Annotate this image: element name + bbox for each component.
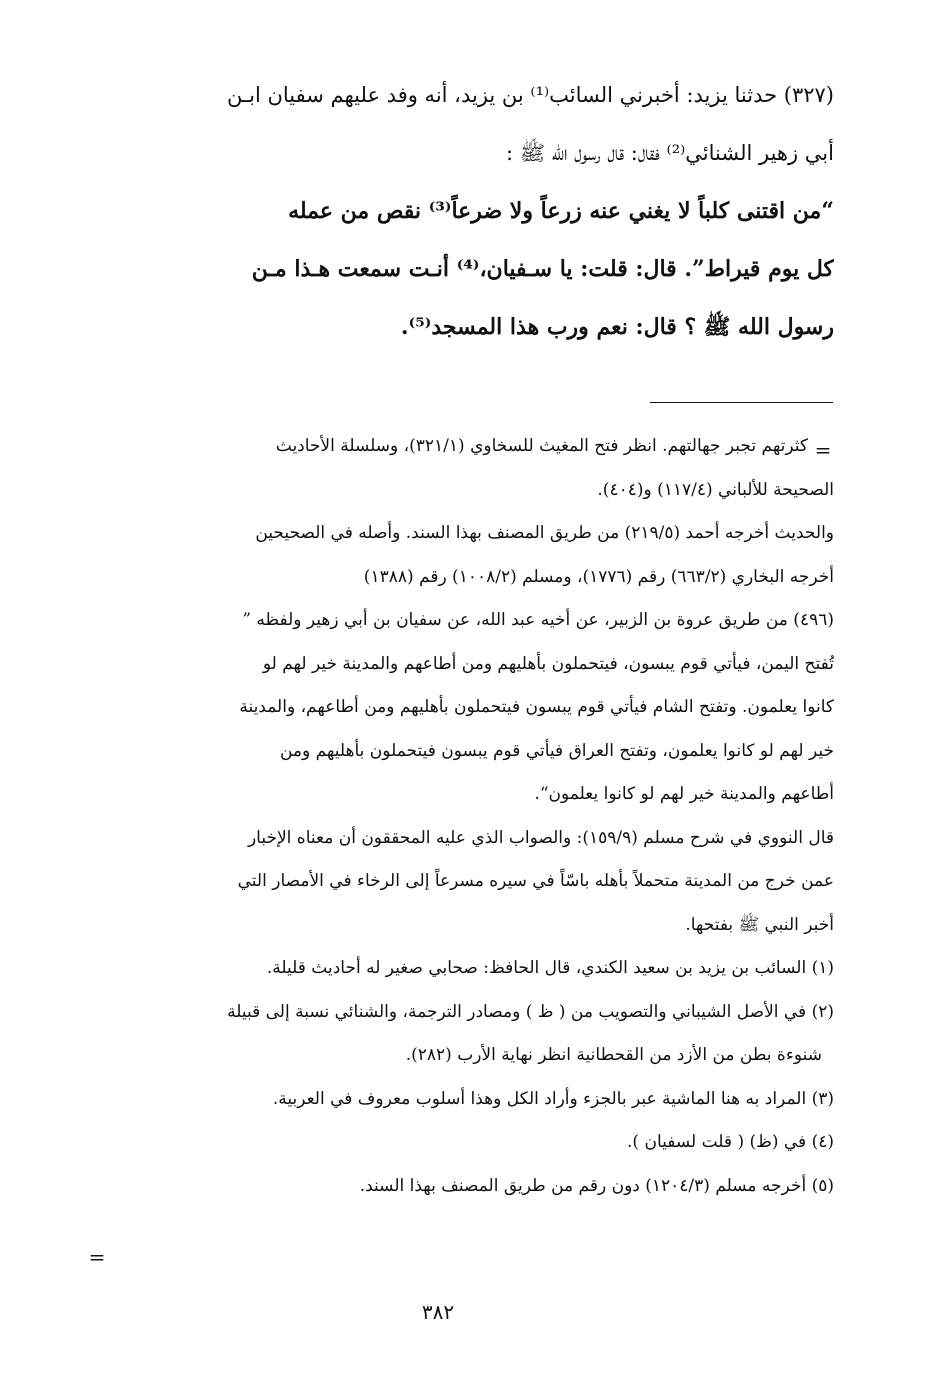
continued-marker: = [88,1245,106,1269]
footnote-5: (٥) أخرجه مسلم (١٢٠٤/٣) دون رقم من طريق المصنف بهذا السند. [359,1175,834,1196]
hadith-text-block [92,66,834,356]
hadith-line: كل يوم قيراط”. قال: قلت: يا سـفيان،⁽⁴⁾ أنـت سمعت هـذا مـن [251,256,834,282]
footnote-1: (١) السائب بن يزيد بن سعيد الكندي، قال الحافظ: صحابي صغير له أحاديث قليلة. [266,958,834,978]
footnote-continuation-line: أخرجه البخاري (٦٦٣/٢) رقم (١٧٧٦)، ومسلم (١٠٠٨/٢) رقم (١٣٨٨) [363,566,834,587]
footnote-continuation-line: أخبر النبي ﷺ بفتحها. [685,914,834,935]
hadith-line: رسول الله ﷺ ؟ قال: نعم ورب هذا المسجد⁽⁵⁾. [400,314,834,340]
footnote-continuation-line: عمن خرج من المدينة متحملاً بأهله باسّاً في سيره مسرعاً إلى الرخاء في الأمصار التي [237,871,834,891]
footnote-continuation-line: والحديث أخرجه أحمد (٢١٩/٥) من طريق المصنف بهذا السند. وأصله في الصحيحين [255,523,834,543]
footnote-continuation-line: أطاعهم والمدينة خير لهم لو كانوا يعلمون“. [534,784,834,804]
footnote-continuation-line: كثرتهم تجبر جهالتهم. انظر فتح المغيث للسخاوي (٣٢١/١)، وسلسلة الأحاديث [275,436,808,456]
hadith-line: (٣٢٧) حدثنا يزيد: أخبرني السائب⁽¹⁾ بن يزيد، أنه وفد عليهم سفيان ابـن [226,83,834,107]
page-number: ٣٨٢ [421,1300,455,1324]
footnote-4: (٤) في (ظ) ( قلت لسفيان ). [627,1132,834,1152]
footnote-separator [650,402,833,403]
continuation-marker: = [814,438,832,462]
footnote-3: (٣) المراد به هنا الماشية عبر بالجزء وأراد الكل وهذا أسلوب معروف في العربية. [272,1088,834,1109]
footnote-continuation-line: قال النووي في شرح مسلم (١٥٩/٩): والصواب الذي عليه المحققون أن معناه الإخبار [247,827,834,848]
footnote-continuation-line: خير لهم لو كانوا يعلمون، وتفتح العراق فيأتي قوم يبسون فيتحملون بأهليهم ومن [279,740,834,761]
footnote-continuation-line: تُفتح اليمن، فيأتي قوم يبسون، فيتحملون بأهليهم ومن أطاعهم والمدينة خير لهم لو [262,653,834,674]
footnote-2: (٢) في الأصل الشيباني والتصويب من ( ظ ) ومصادر الترجمة، والشنائي نسبة إلى قبيلة [227,1001,834,1022]
footnotes-block [92,425,834,1208]
footnote-continuation-line: الصحيحة للألباني (١١٧/٤) و(٤٠٤). [597,479,834,500]
hadith-line: “من اقتنى كلباً لا يغني عنه زرعاً ولا ضرعاً⁽³⁾ نقص من عمله [288,198,834,224]
hadith-line: أبي زهير الشنائي⁽²⁾ فقال: قال رسول الله ﷺ : [505,141,834,165]
footnote-2-continuation: شنوءة بطن من الأزد من القحطانية انظر نهاية الأرب (٢٨٢). [405,1045,822,1065]
footnote-continuation-line: كانوا يعلمون. وتفتح الشام فيأتي قوم يبسون فيتحملون بأهليهم ومن أطاعهم، والمدينة [239,697,834,717]
footnote-continuation-line: (٤٩٦) من طريق عروة بن الزبير، عن أخيه عبد الله، عن سفيان بن أبي زهير ولفظه ” [242,610,834,630]
